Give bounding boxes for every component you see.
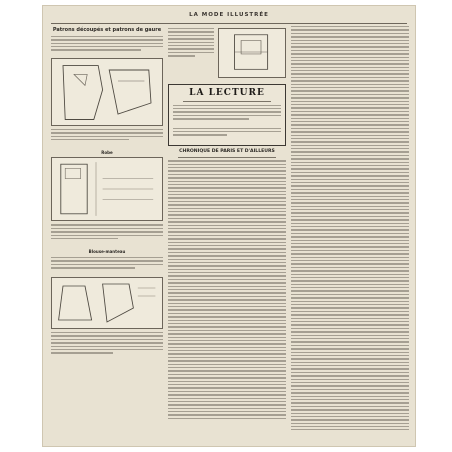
column-middle bbox=[168, 26, 286, 434]
text-block bbox=[51, 224, 163, 248]
text-block bbox=[51, 257, 163, 277]
pattern-figure-1 bbox=[51, 58, 163, 126]
magazine-page bbox=[42, 5, 416, 447]
page-header bbox=[51, 12, 407, 22]
chronicle-text bbox=[168, 160, 286, 420]
section-heading-robe: Robe bbox=[101, 149, 113, 155]
lecture-title: LA LECTURE bbox=[189, 88, 265, 98]
page-title: LA MODE ILLUSTRÉE bbox=[189, 12, 269, 18]
lecture-text bbox=[173, 128, 281, 142]
figure-row bbox=[168, 28, 286, 80]
header-rule bbox=[51, 23, 407, 24]
column-left bbox=[51, 26, 163, 434]
section-heading-blouse: Blouse-manteau bbox=[88, 249, 126, 255]
pattern-figure-3 bbox=[51, 277, 163, 329]
article-text bbox=[291, 26, 409, 430]
section-heading-patrons: Patrons découpés et patrons de gaure bbox=[52, 27, 162, 33]
chronicle-title: CHRONIQUE DE PARIS ET D'AILLEURS bbox=[179, 148, 275, 154]
pattern-figure-2 bbox=[51, 157, 163, 221]
text-block bbox=[51, 36, 163, 58]
garment-pattern-figure bbox=[218, 28, 286, 78]
lecture-text bbox=[173, 105, 281, 127]
column-right bbox=[291, 26, 409, 434]
text-block bbox=[51, 129, 163, 149]
la-lecture-box bbox=[168, 84, 286, 146]
text-block bbox=[168, 28, 214, 80]
text-block bbox=[51, 332, 163, 366]
